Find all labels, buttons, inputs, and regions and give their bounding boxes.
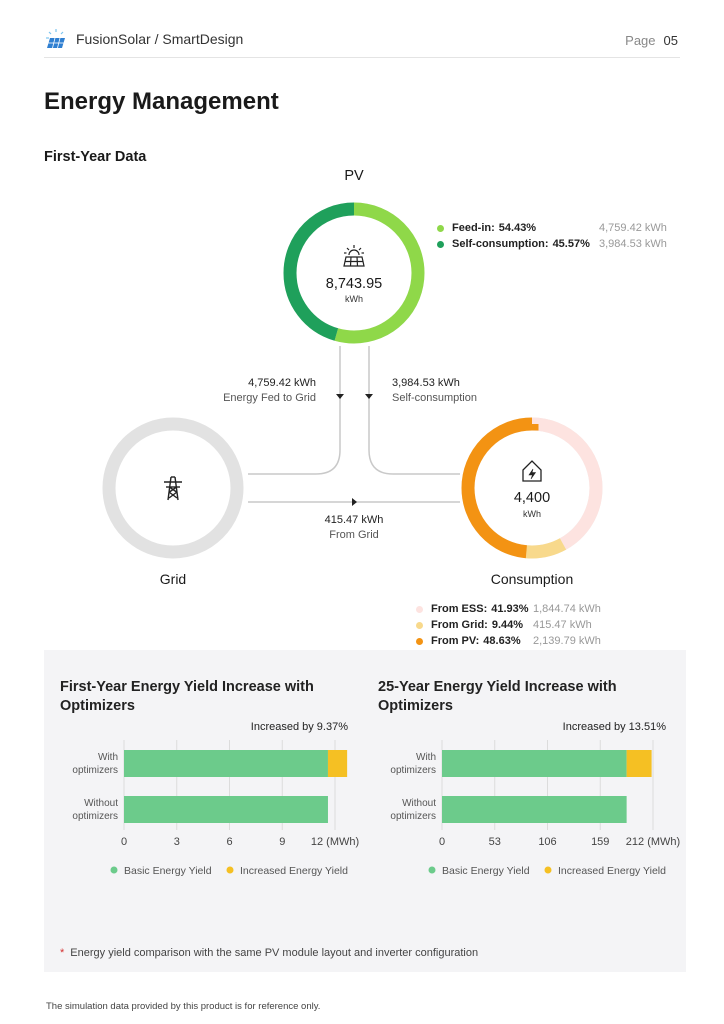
category-label: With	[416, 752, 436, 763]
legend-label: Feed-in:	[452, 222, 495, 234]
from-grid-arrow-icon	[352, 498, 357, 506]
x-tick-label: 3	[173, 836, 180, 848]
chart-title-first-year: First-Year Energy Yield Increase with Optimizers	[60, 679, 314, 714]
grid-label: Grid	[159, 571, 187, 587]
consumption-unit: kWh	[523, 509, 541, 519]
x-tick-label: 0	[438, 836, 446, 848]
legend-value: 1,844.74 kWh	[533, 603, 601, 615]
flow-connectors	[248, 346, 460, 502]
legend-value: 2,139.79 kWh	[533, 635, 601, 647]
from-grid-value: 415.47 kWh	[324, 514, 384, 526]
bar-basic-yield	[442, 750, 627, 777]
transmission-tower-icon	[164, 477, 182, 500]
x-tick-label: 9	[279, 836, 286, 848]
consumption-donut	[468, 424, 596, 552]
legend-value: 3,984.53 kWh	[599, 238, 667, 250]
legend-percent: 48.63%	[483, 635, 521, 647]
consumption-legend-item-ess	[416, 603, 616, 615]
page-number: 05	[663, 33, 678, 48]
category-label: optimizers	[72, 765, 118, 776]
section-title: First-Year Data	[44, 149, 147, 165]
pv-legend-item-feed-in	[437, 222, 677, 234]
category-label: optimizers	[390, 811, 436, 822]
self-consumption-arrow-icon	[365, 394, 373, 399]
x-tick-label: 0	[120, 836, 128, 848]
category-label: optimizers	[72, 811, 118, 822]
legend-dot	[429, 867, 436, 874]
legend-dot	[437, 225, 444, 232]
pv-label: PV	[344, 168, 364, 184]
bar-basic-yield	[124, 750, 328, 777]
page-title: Energy Management	[44, 88, 279, 115]
consumption-total: 4,400	[513, 490, 551, 506]
increase-label-25-year: Increased by 13.51%	[562, 721, 666, 733]
legend-dot	[416, 606, 423, 613]
legend-value: 415.47 kWh	[533, 619, 592, 631]
legend-dot	[416, 638, 423, 645]
legend-dot	[545, 867, 552, 874]
legend-percent: 45.57%	[552, 238, 590, 250]
legend-dot	[437, 241, 444, 248]
legend-label: From Grid:	[431, 619, 488, 631]
solar-panel-icon	[344, 245, 364, 266]
legend-percent: 41.93%	[491, 603, 529, 615]
grid-donut	[109, 424, 237, 552]
fed-to-grid-value: 4,759.42 kWh	[248, 377, 316, 389]
fed-to-grid-label: Energy Fed to Grid	[223, 392, 316, 404]
x-tick-label: 6	[226, 836, 233, 848]
pv-legend-item-self-consumption	[437, 238, 677, 250]
legend-percent: 9.44%	[491, 619, 524, 631]
category-label: With	[98, 752, 118, 763]
legend-label: Increased Energy Yield	[558, 865, 666, 877]
legend-label: Increased Energy Yield	[240, 865, 348, 877]
pv-to-consumption-line	[369, 346, 460, 474]
consumption-label: Consumption	[490, 571, 574, 587]
increase-label-first-year: Increased by 9.37%	[250, 721, 348, 733]
legend-dot	[227, 867, 234, 874]
fed-to-grid-arrow-icon	[336, 394, 344, 399]
bar-chart-25-year	[362, 740, 686, 890]
legend-label: From ESS:	[431, 603, 488, 615]
bar-basic-yield	[442, 796, 627, 823]
chart-title-25-year: 25-Year Energy Yield Increase with Optimizers	[378, 679, 617, 714]
brand-title: FusionSolar / SmartDesign	[76, 31, 244, 47]
self-consumption-value: 3,984.53 kWh	[392, 377, 460, 389]
legend-dot	[111, 867, 118, 874]
legend-label: Basic Energy Yield	[124, 865, 212, 877]
legend-value: 4,759.42 kWh	[599, 222, 667, 234]
category-label: Without	[84, 798, 118, 809]
pv-unit: kWh	[345, 294, 363, 304]
category-label: Without	[402, 798, 436, 809]
consumption-legend-item-grid	[416, 619, 616, 631]
x-tick-label: 212 (MWh)	[625, 836, 681, 848]
disclaimer: The simulation data provided by this product is for reference only.	[46, 1001, 321, 1012]
bar-chart-first-year	[44, 740, 364, 890]
x-tick-label: 53	[488, 836, 501, 848]
legend-percent: 54.43%	[498, 222, 537, 234]
x-tick-label: 12 (MWh)	[310, 836, 360, 848]
footnote	[60, 947, 478, 959]
x-tick-label: 106	[538, 836, 557, 848]
page-label: Page	[625, 33, 656, 48]
pv-donut	[290, 209, 418, 337]
pv-total: 8,743.95	[325, 276, 383, 292]
house-energy-icon	[523, 461, 541, 481]
category-label: optimizers	[390, 765, 436, 776]
bar-increased-yield	[627, 750, 652, 777]
footnote-text: Energy yield comparison with the same PV module layout and inverter configuration	[70, 947, 479, 959]
bar-increased-yield	[328, 750, 347, 777]
bar-basic-yield	[124, 796, 328, 823]
pv-to-grid-line	[248, 346, 340, 474]
footnote-marker: *	[60, 947, 65, 959]
legend-dot	[416, 622, 423, 629]
x-tick-label: 159	[591, 836, 610, 848]
legend-label: Self-consumption:	[452, 238, 549, 250]
self-consumption-label: Self-consumption	[392, 392, 477, 404]
consumption-legend-item-pv	[416, 635, 616, 647]
from-grid-label: From Grid	[329, 529, 379, 541]
legend-label: Basic Energy Yield	[442, 865, 530, 877]
legend-label: From PV:	[431, 635, 480, 647]
